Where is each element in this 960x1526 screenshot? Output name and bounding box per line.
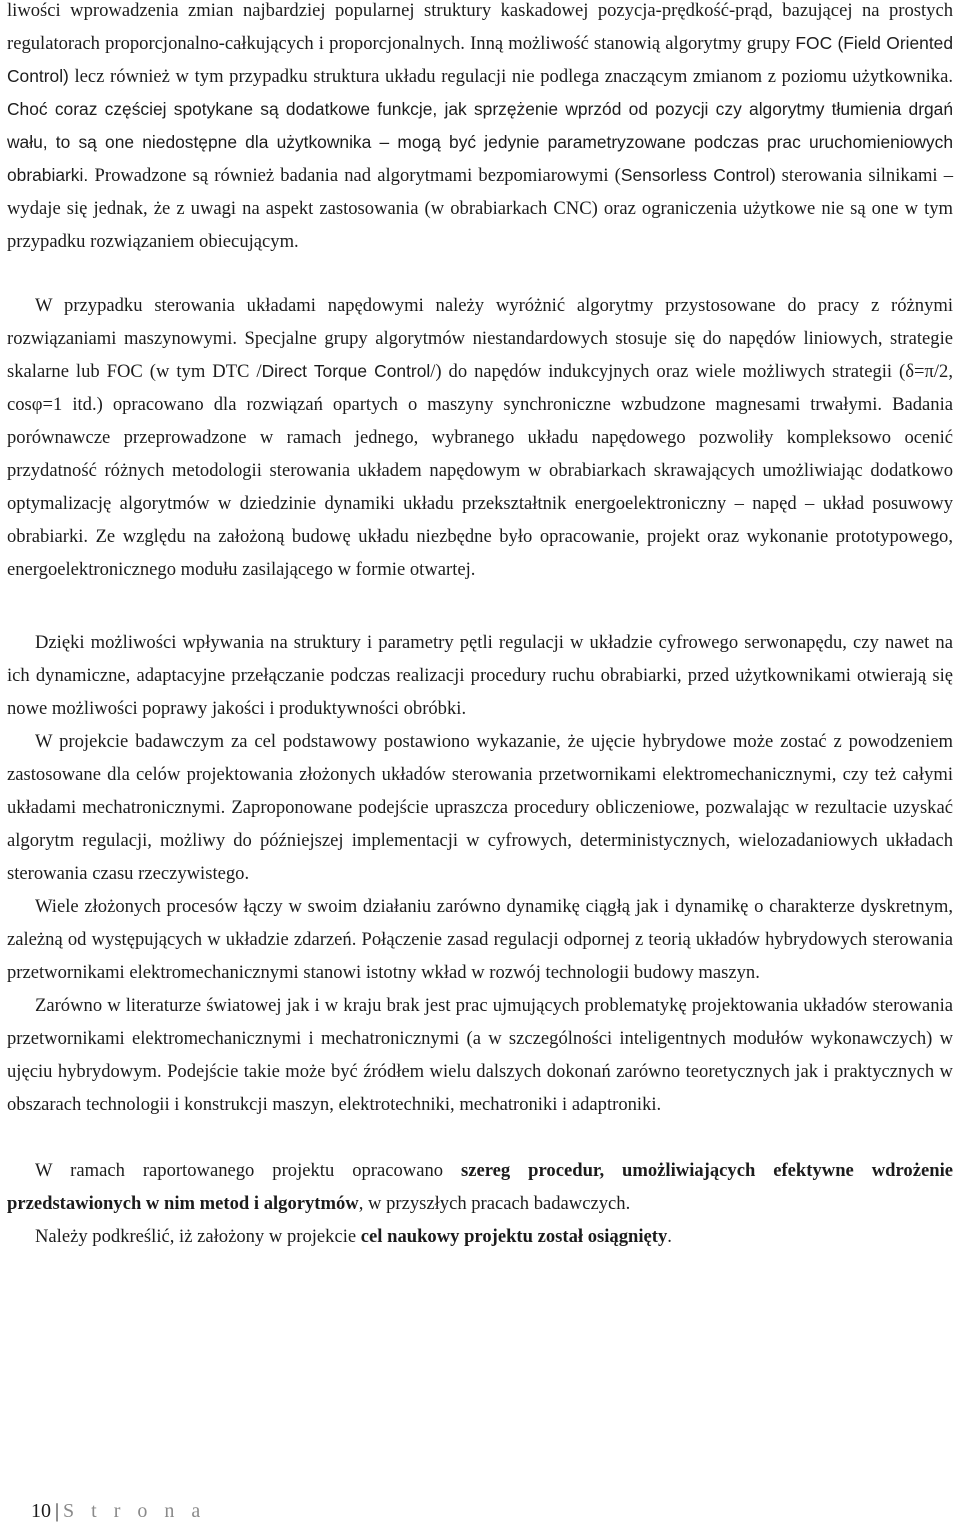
footer-label: S t r o n a [63, 1500, 207, 1522]
paragraph-control-structures [7, 0, 953, 258]
text-segment: , w przyszłych pracach badawczych. [358, 1193, 631, 1214]
text-segment-bold: cel naukowy projektu został osiągnięty [360, 1226, 668, 1247]
paragraph-procedures [7, 1154, 953, 1220]
text-segment: lecz również w tym przypadku struktura układu regulacji nie podlega znaczącym zmianom z poziomu użytkownika. [68, 66, 953, 87]
paragraph-research-goal [7, 725, 953, 890]
text-segment-bold: szereg procedur, umożliwiających efektywne wdrożenie przedstawionych w nim metod i algorytmów [7, 1160, 953, 1214]
text-segment: liwości wprowadzenia zmian najbardziej popularnej struktury kaskadowej pozycja-prędkość-prąd, bazującej na prostych regulatorach proporcjonalno-całkujących i proporcjonalnych. Inną możliwość stanowią algorytmy grupy [7, 0, 953, 54]
text-segment: Wiele złożonych procesów łączy w swoim działaniu zarówno dynamikę ciągłą jak i dynamikę o charakterze dyskretnym, zależną od występujących w układzie zdarzeń. Połączenie zasad regulacji odpornej z teorią układów hybrydowych sterowania przetwornikami elektromechanicznymi stanowi istotny wkład w rozwój technologii budowy maszyn. [7, 896, 953, 983]
document-page [7, 0, 953, 1253]
text-segment-foc: FOC (Field Oriented Control) [7, 33, 954, 86]
paragraph-hybrid-dynamics [7, 890, 953, 989]
text-segment: Prowadzone są również badania nad algorytmami bezpomiarowymi ( [94, 165, 621, 186]
paragraph-conclusion [7, 1220, 953, 1253]
page-footer [31, 1500, 206, 1523]
text-segment: Zarówno w literaturze światowej jak i w kraju brak jest prac ujmujących problematykę projektowania układów sterowania przetwornikami elektromechanicznymi i mechatronicznymi (a w szczególności inteligentnych modułów wykonawczych) w ujęciu hybrydowym. Podejście takie może być źródłem wielu dalszych dokonań zarówno teoretycznych jak i praktycznych w obszarach technologii i konstrukcji maszyn, elektrotechniki, mechatroniki i adaptroniki. [7, 995, 953, 1115]
paragraph-literature [7, 989, 953, 1121]
page-number: 10 [31, 1500, 51, 1522]
text-segment-sensorless: Sensorless Control [620, 165, 770, 185]
footer-separator: | [55, 1500, 60, 1522]
text-segment: W przypadku sterowania układami napędowymi należy wyróżnić algorytmy przystosowane do pracy z różnymi rozwiązaniami maszynowymi. Specjalne grupy algorytmów niestandardowych stosuje się do napędów liniowych, strategie skalarne lub FOC (w tym DTC / [7, 295, 953, 382]
text-segment: Choć coraz częściej spotykane są dodatkowe funkcje, jak sprzężenie wprzód od pozycji czy algorytmy tłumienia drgań wału, to są one niedostępne dla użytkownika – mogą być jedynie parametryzowane podczas prac uruchomieniowych obrabiarki. [7, 99, 953, 185]
text-segment: . [667, 1226, 672, 1247]
text-segment-dtc: Direct Torque Control [261, 361, 431, 381]
text-segment: /) do napędów indukcyjnych oraz wiele możliwych strategii (δ=π/2, cosφ=1 itd.) opracowano dla rozwiązań opartych o maszyny synchroniczne wzbudzone magnesami trwałymi. Badania porównawcze przeprowadzone w ramach jednego, wybranego układu napędowego pozwoliły kompleksowo ocenić przydatność różnych metodologii sterowania układem napędowym w obrabiarkach skrawających umożliwiając dodatkowo optymalizację algorytmów w dziedzinie dynamiki układu przekształtnik energoelektroniczny – napęd – układ posuwowy obrabiarki. Ze względu na założoną budowę układu niezbędne było opracowanie, projekt oraz wykonanie prototypowego, energoelektronicznego modułu zasilającego w formie otwartej. [7, 361, 953, 580]
text-segment: ) sterowania silnikami – wydaje się jednak, że z uwagi na aspekt zastosowania (w obrabiarkach CNC) oraz ograniczenia użytkowe nie są one w tym przypadku rozwiązaniem obiecującym. [7, 165, 954, 252]
text-segment: W ramach raportowanego projektu opracowano [35, 1160, 462, 1181]
paragraph-drive-algorithms [7, 289, 953, 586]
text-segment: Należy podkreślić, iż założony w projekcie [35, 1226, 361, 1247]
paragraph-servo-possibilities [7, 626, 953, 725]
text-segment: W projekcie badawczym za cel podstawowy postawiono wykazanie, że ujęcie hybrydowe może zostać z powodzeniem zastosowane dla celów projektowania złożonych układów sterowania przetwornikami elektromechanicznymi, czy też całymi układami mechatronicznymi. Zaproponowane podejście upraszcza procedury obliczeniowe, pozwalając w rezultacie uzyskać algorytm regulacji, możliwy do późniejszej implementacji w cyfrowych, deterministycznych, wielozadaniowych układach sterowania czasu rzeczywistego. [7, 731, 953, 884]
text-segment: Dzięki możliwości wpływania na struktury i parametry pętli regulacji w układzie cyfrowego serwonapędu, czy nawet na ich dynamiczne, adaptacyjne przełączanie podczas realizacji procedury ruchu obrabiarki, przed użytkownikami otwierają się nowe możliwości poprawy jakości i produktywności obróbki. [7, 632, 953, 719]
